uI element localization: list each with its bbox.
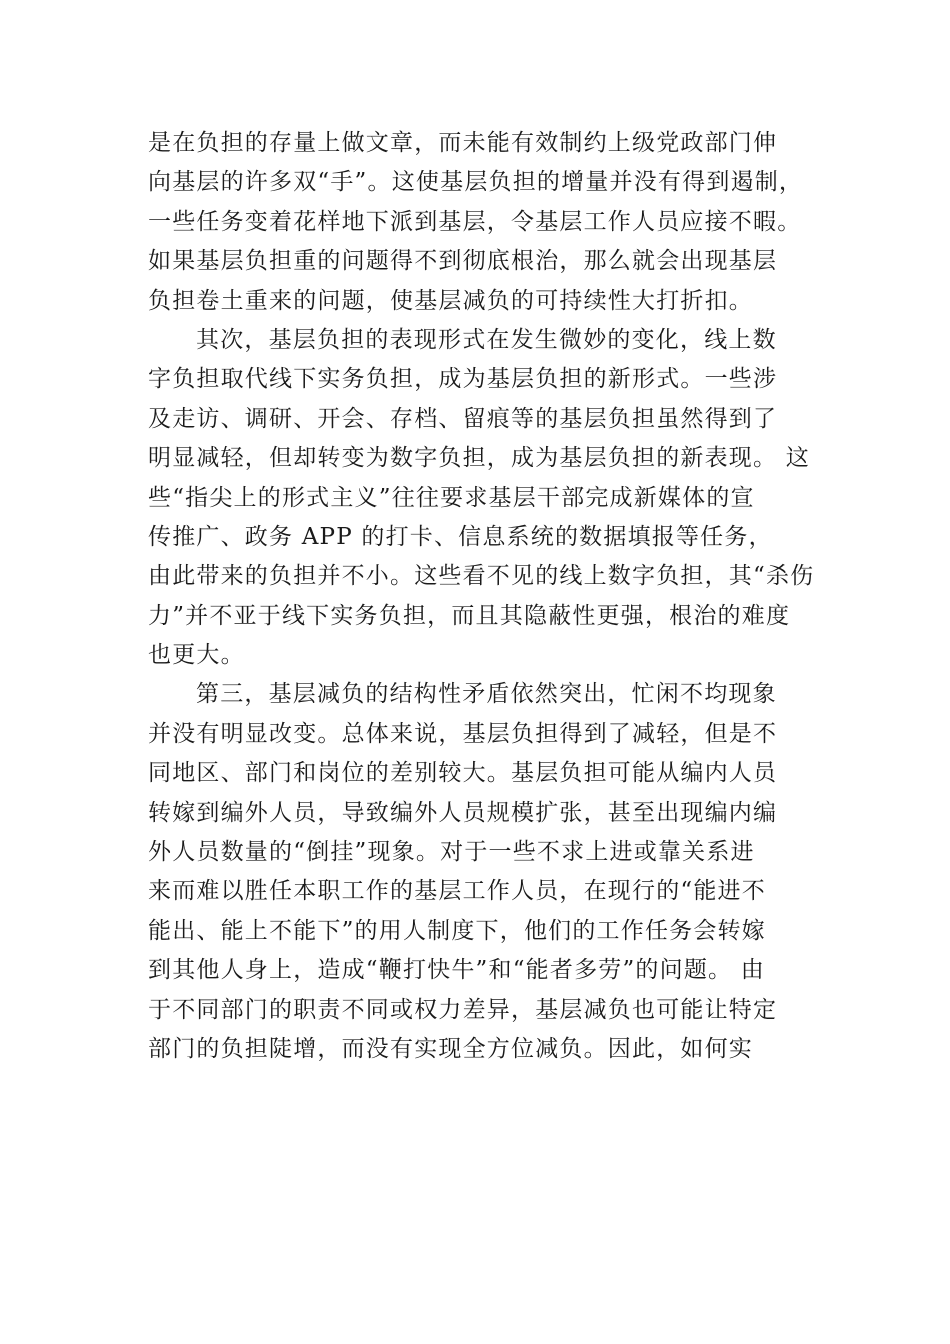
text-line: 如果基层负担重的问题得不到彻底根治，那么就会出现基层 (148, 248, 778, 275)
text-line: 外人员数量的“倒挂”现象。对于一些不求上进或靠关系进 (148, 839, 755, 866)
text-line: 传推广、政务 APP 的打卡、信息系统的数据填报等任务， (148, 523, 773, 550)
text-line: 负担卷土重来的问题，使基层减负的可持续性大打折扣。 (148, 287, 753, 314)
text-line: 能出、能上不能下”的用人制度下，他们的工作任务会转嫁 (148, 917, 766, 944)
text-line: 明显减轻，但却转变为数字负担，成为基层负担的新表现。 这 (148, 445, 810, 472)
text-line: 也更大。 (148, 642, 245, 669)
text-line: 部门的负担陡增，而没有实现全方位减负。因此，如何实 (148, 1035, 753, 1062)
text-line: 转嫁到编外人员，导致编外人员规模扩张，甚至出现编内编 (148, 799, 778, 826)
text-line: 并没有明显改变。总体来说，基层负担得到了减轻，但是不 (148, 720, 778, 747)
text-line: 是在负担的存量上做文章，而未能有效制约上级党政部门伸 (148, 130, 778, 156)
text-line: 一些任务变着花样地下派到基层，令基层工作人员应接不暇。 (148, 208, 802, 235)
text-line: 同地区、部门和岗位的差别较大。基层负担可能从编内人员 (148, 760, 778, 787)
text-line: 到其他人身上，造成“鞭打快牛”和“能者多劳”的问题。 由 (148, 957, 765, 984)
text-line: 力”并不亚于线下实务负担，而且其隐蔽性更强，根治的难度 (148, 602, 791, 629)
text-line: 由此带来的负担并不小。这些看不见的线上数字负担，其“杀伤 (148, 563, 815, 590)
text-line: 及走访、调研、开会、存档、留痕等的基层负担虽然得到了 (148, 405, 778, 432)
body-text (148, 124, 828, 1069)
text-line: 些“指尖上的形式主义”往往要求基层干部完成新媒体的宣 (148, 484, 755, 511)
text-line: 来而难以胜任本职工作的基层工作人员，在现行的“能进不 (148, 878, 766, 905)
paragraph-start-line: 第三，基层减负的结构性矛盾依然突出，忙闲不均现象 (196, 681, 777, 708)
paragraph-start-line: 其次，基层负担的表现形式在发生微妙的变化，线上数 (196, 326, 777, 353)
text-line: 向基层的许多双“手”。这使基层负担的增量并没有得到遏制， (148, 169, 804, 196)
text-line: 于不同部门的职责不同或权力差异，基层减负也可能让特定 (148, 996, 778, 1023)
text-line: 字负担取代线下实务负担，成为基层负担的新形式。一些涉 (148, 366, 778, 393)
